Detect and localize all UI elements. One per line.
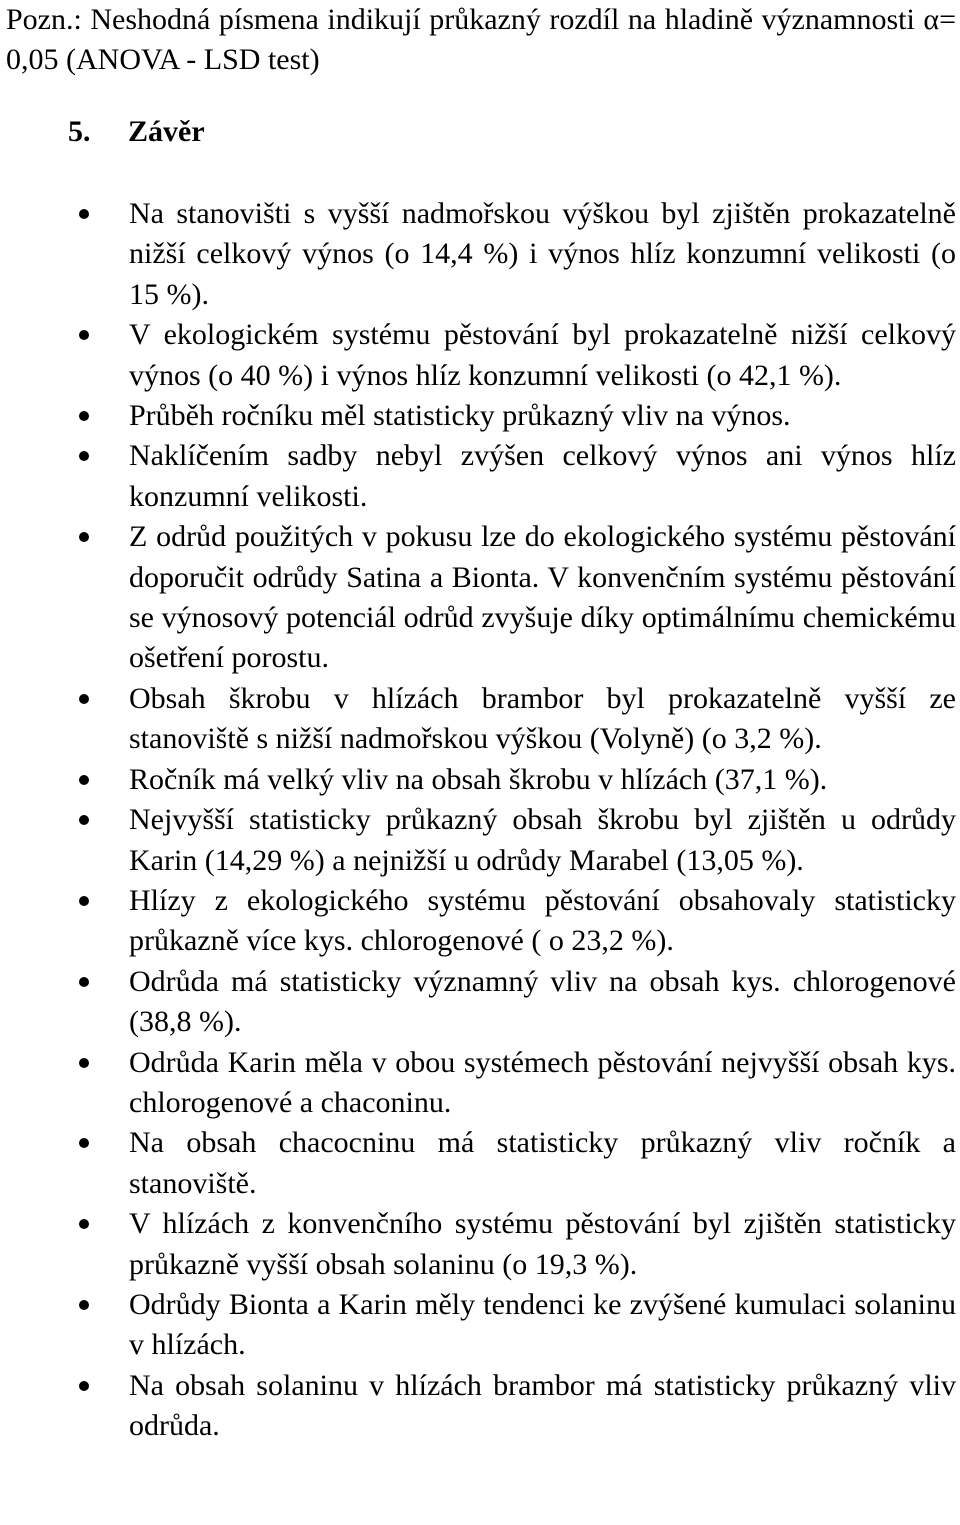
list-item-text: Ročník má velký vliv na obsah škrobu v hlízách (37,1 %). <box>129 762 828 796</box>
list-item <box>0 1123 956 1204</box>
conclusions-list <box>0 194 960 1447</box>
list-item <box>0 315 956 396</box>
bullet-icon <box>79 1219 89 1229</box>
list-item-text: V hlízách z konvenčního systému pěstování byl zjištěn statisticky průkazně vyšší obsah solaninu (o 19,3 %). <box>129 1207 956 1281</box>
list-item-text: Odrůdy Bionta a Karin měly tendenci ke zvýšené kumulaci solaninu v hlízách. <box>129 1287 956 1362</box>
list-item <box>0 760 956 800</box>
bullet-icon <box>79 1138 89 1148</box>
list-item <box>0 881 956 962</box>
list-item-text: Hlízy z ekologického systému pěstování obsahovaly statisticky průkazně více kys. chlorogenové ( o 23,2 %). <box>129 883 956 958</box>
section-number: 5. <box>68 115 91 148</box>
list-item <box>0 1043 956 1124</box>
list-item <box>0 1285 956 1366</box>
table-note: Pozn.: Neshodná písmena indikují průkazný rozdíl na hladině významnosti α= 0,05 (ANOVA - LSD test) <box>6 3 956 76</box>
list-item <box>0 1204 956 1285</box>
list-item-text: Odrůda Karin měla v obou systémech pěstování nejvyšší obsah kys. chlorogenové a chaconinu. <box>129 1045 956 1119</box>
list-item-text: Naklíčením sadby nebyl zvýšen celkový výnos ani výnos hlíz konzumní velikosti. <box>129 439 956 513</box>
section-heading <box>68 112 205 152</box>
bullet-icon <box>79 815 89 825</box>
list-item-text: Průběh ročníku měl statisticky průkazný vliv na výnos. <box>129 399 791 433</box>
bullet-icon <box>79 532 89 542</box>
list-item <box>0 962 956 1043</box>
list-item <box>0 436 956 517</box>
list-item-text: Nejvyšší statisticky průkazný obsah škrobu byl zjištěn u odrůdy Karin (14,29 %) a nejnižší u odrůdy Marabel (13,05 %). <box>129 803 956 877</box>
list-item <box>0 679 956 760</box>
list-item <box>0 194 956 315</box>
bullet-icon <box>79 694 89 704</box>
list-item-text: Na stanovišti s vyšší nadmořskou výškou byl zjištěn prokazatelně nižší celkový výnos (o 14,4 %) i výnos hlíz konzumní velikosti (o 15 %). <box>129 197 956 311</box>
bullet-icon <box>79 209 89 219</box>
bullet-icon <box>79 896 89 906</box>
list-item-text: Na obsah solaninu v hlízách brambor má statisticky průkazný vliv odrůda. <box>129 1368 956 1443</box>
list-item <box>0 396 956 436</box>
bullet-icon <box>79 775 89 785</box>
list-item-text: Z odrůd použitých v pokusu lze do ekologického systému pěstování doporučit odrůdy Satina a Bionta. V konvenčním systému pěstování se výnosový potenciál odrůd zvyšuje díky optimálnímu chemickému ošetření porostu. <box>129 520 956 675</box>
bullet-icon <box>79 977 89 987</box>
list-item <box>0 800 956 881</box>
bullet-icon <box>79 330 89 340</box>
bullet-icon <box>79 1058 89 1068</box>
bullet-icon <box>79 1381 89 1391</box>
bullet-icon <box>79 1300 89 1310</box>
bullet-icon <box>79 411 89 421</box>
list-item-text: V ekologickém systému pěstování byl prokazatelně nižší celkový výnos (o 40 %) i výnos hlíz konzumní velikosti (o 42,1 %). <box>129 318 956 392</box>
section-title: Závěr <box>128 115 205 148</box>
list-item-text: Na obsah chacocninu má statisticky průkazný vliv ročník a stanoviště. <box>129 1126 956 1200</box>
list-item <box>0 517 956 679</box>
list-item <box>0 1366 956 1447</box>
bullet-icon <box>79 451 89 461</box>
list-item-text: Obsah škrobu v hlízách brambor byl prokazatelně vyšší ze stanoviště s nižší nadmořskou výškou (Volyně) (o 3,2 %). <box>129 681 956 756</box>
list-item-text: Odrůda má statisticky významný vliv na obsah kys. chlorogenové (38,8 %). <box>129 964 956 1039</box>
